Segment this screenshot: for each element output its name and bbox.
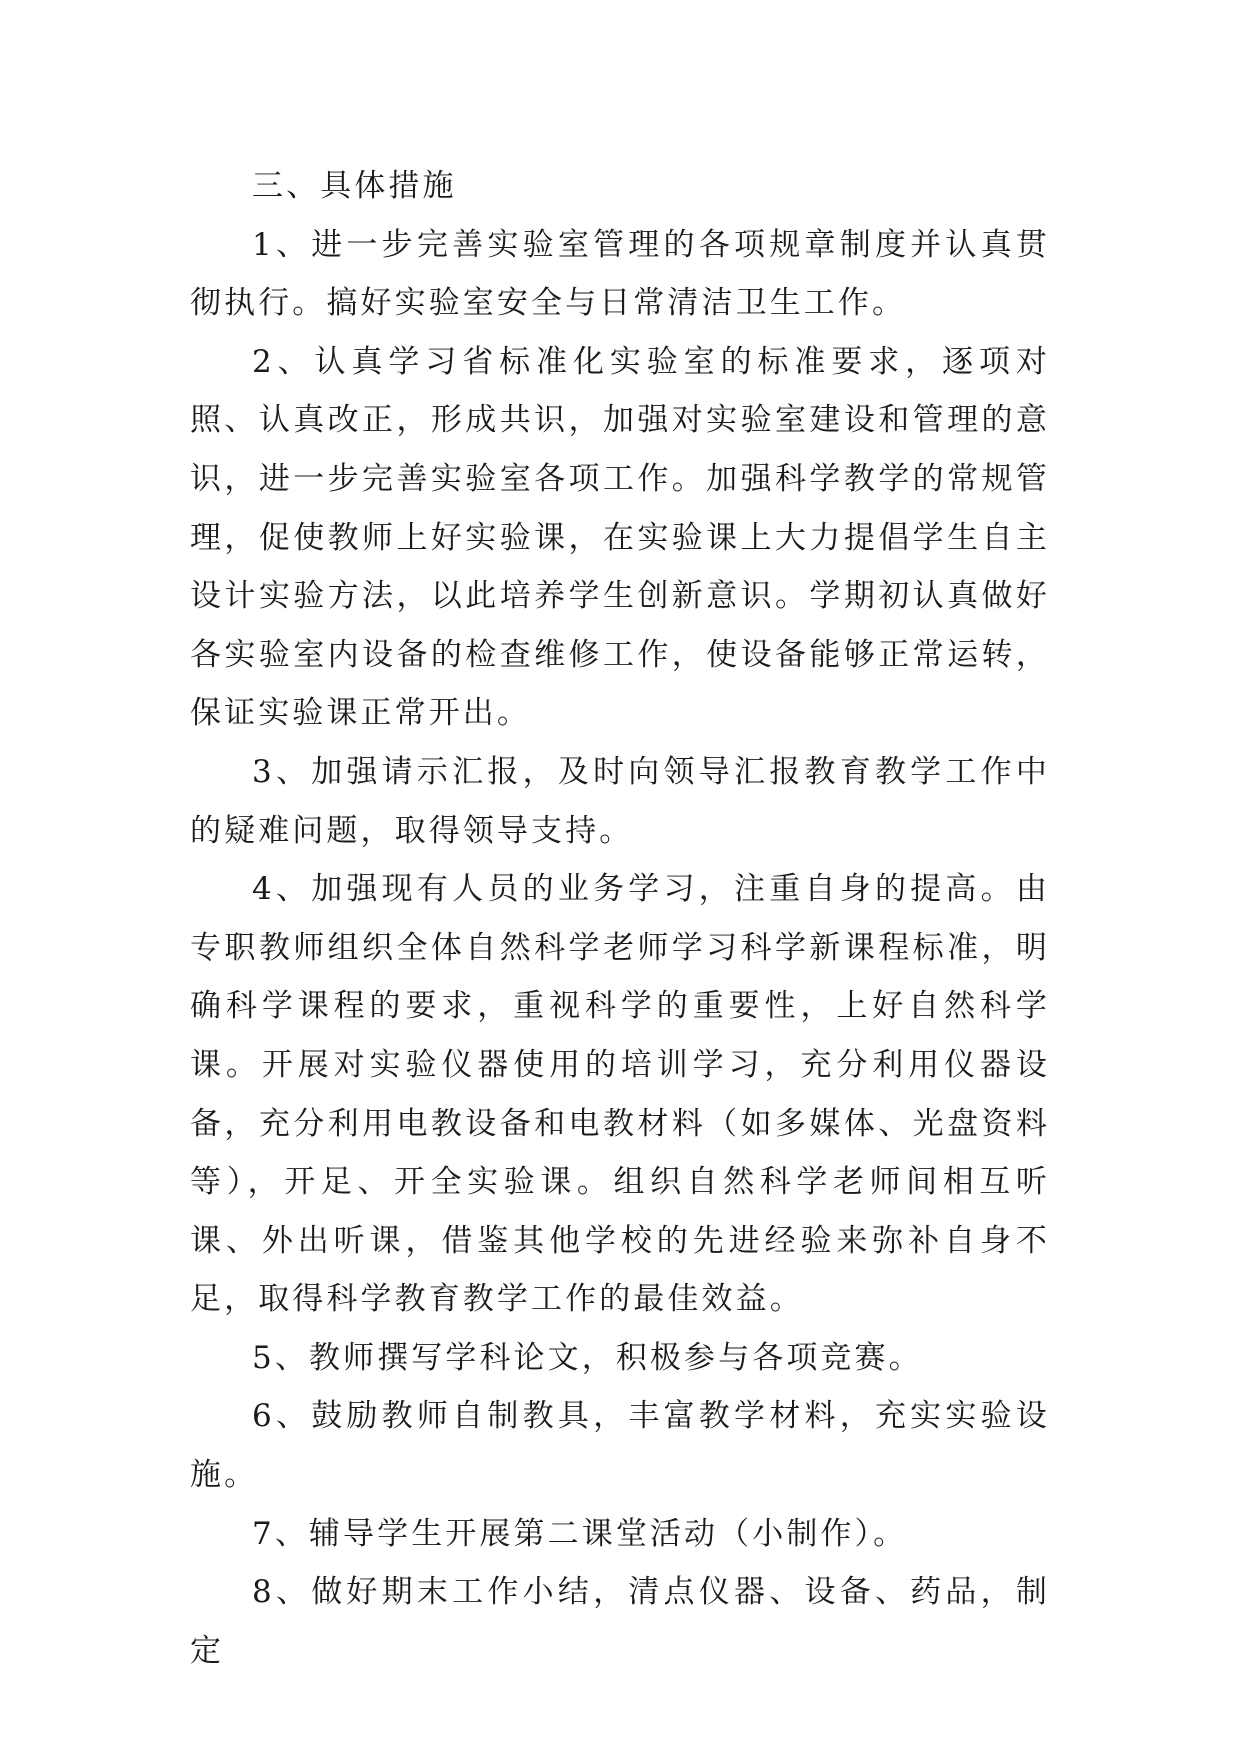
paragraph-4: 4、加强现有人员的业务学习，注重自身的提高。由专职教师组织全体自然科学老师学习科学新课程标准，明确科学课程的要求，重视科学的重要性，上好自然科学课。开展对实验仪器使用的培训学习，充分利用仪器设备，充分利用电教设备和电教材料（如多媒体、光盘资料等），开足、开全实验课。组织自然科学老师间相互听课、外出听课，借鉴其他学校的先进经验来弥补自身不足，取得科学教育教学工作的最佳效益。 — [190, 871, 1050, 1318]
paragraph-8: 8、做好期末工作小结，清点仪器、设备、药品，制定 — [190, 1574, 1050, 1669]
paragraph-1: 1、进一步完善实验室管理的各项规章制度并认真贯彻执行。搞好实验室安全与日常清洁卫生工作。 — [190, 226, 1050, 322]
paragraph-5: 5、教师撰写学科论文，积极参与各项竞赛。 — [252, 1339, 923, 1376]
section-heading: 三、具体措施 — [252, 168, 457, 204]
paragraph-6: 6、鼓励教师自制教具，丰富教学材料，充实实验设施。 — [190, 1398, 1050, 1494]
paragraph-3: 3、加强请示汇报，及时向领导汇报教育教学工作中的疑难问题，取得领导支持。 — [190, 753, 1050, 849]
paragraph-7: 7、辅导学生开展第二课堂活动（小制作）。 — [252, 1515, 908, 1552]
paragraph-2: 2、认真学习省标准化实验室的标准要求，逐项对照、认真改正，形成共识，加强对实验室建设和管理的意识，进一步完善实验室各项工作。加强科学教学的常规管理，促使教师上好实验课，在实验课上大力提倡学生自主设计实验方法，以此培养学生创新意识。学期初认真做好各实验室内设备的检查维修工作，使设备能够正常运转，保证实验课正常开出。 — [190, 343, 1050, 732]
document-body — [190, 157, 1050, 1680]
